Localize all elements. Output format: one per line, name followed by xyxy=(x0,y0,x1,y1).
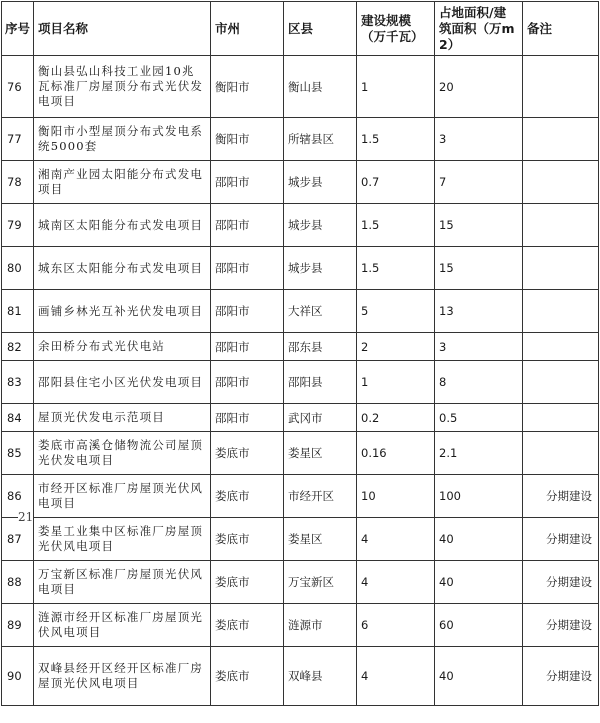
cell-area: 40 xyxy=(435,518,523,561)
project-table xyxy=(1,1,599,706)
cell-name: 画铺乡林光互补光伏发电项目 xyxy=(34,290,211,333)
cell-index: 79 xyxy=(2,204,34,247)
cell-city: 衡阳市 xyxy=(211,118,284,161)
cell-index: 84 xyxy=(2,404,34,432)
cell-index: 89 xyxy=(2,604,34,647)
cell-county: 城步县 xyxy=(284,204,357,247)
table-row xyxy=(2,604,599,647)
cell-city: 娄底市 xyxy=(211,647,284,706)
table-row xyxy=(2,290,599,333)
header-note: 备注 xyxy=(523,2,599,56)
cell-name: 娄底市高溪仓储物流公司屋顶光伏发电项目 xyxy=(34,432,211,475)
cell-city: 娄底市 xyxy=(211,604,284,647)
cell-note xyxy=(523,432,599,475)
cell-note: 分期建设 xyxy=(523,647,599,706)
header-area: 占地面积/建筑面积（万m2） xyxy=(435,2,523,56)
cell-name: 衡山县弘山科技工业园10兆瓦标准厂房屋顶分布式光伏发电项目 xyxy=(34,56,211,118)
cell-city: 衡阳市 xyxy=(211,56,284,118)
cell-county: 娄星区 xyxy=(284,518,357,561)
cell-name: 市经开区标准厂房屋顶光伏风电项目 xyxy=(34,475,211,518)
cell-index: 82 xyxy=(2,333,34,361)
cell-capacity: 5 xyxy=(357,290,435,333)
cell-capacity: 1.5 xyxy=(357,204,435,247)
cell-area: 13 xyxy=(435,290,523,333)
cell-capacity: 4 xyxy=(357,647,435,706)
cell-area: 100 xyxy=(435,475,523,518)
cell-index: 83 xyxy=(2,361,34,404)
cell-name: 娄星工业集中区标准厂房屋顶光伏风电项目 xyxy=(34,518,211,561)
cell-city: 邵阳市 xyxy=(211,290,284,333)
cell-name: 邵阳县住宅小区光伏发电项目 xyxy=(34,361,211,404)
cell-capacity: 1 xyxy=(357,361,435,404)
cell-name: 万宝新区标准厂房屋顶光伏风电项目 xyxy=(34,561,211,604)
cell-city: 娄底市 xyxy=(211,475,284,518)
cell-index: 86 xyxy=(2,475,34,518)
cell-name: 湘南产业园太阳能分布式发电项目 xyxy=(34,161,211,204)
cell-capacity: 1.5 xyxy=(357,118,435,161)
cell-index: 78 xyxy=(2,161,34,204)
cell-capacity: 0.16 xyxy=(357,432,435,475)
cell-county: 所辖县区 xyxy=(284,118,357,161)
cell-capacity: 0.7 xyxy=(357,161,435,204)
cell-index: 76 xyxy=(2,56,34,118)
cell-index: 87 xyxy=(2,518,34,561)
cell-city: 邵阳市 xyxy=(211,204,284,247)
cell-capacity: 1 xyxy=(357,56,435,118)
cell-county: 武冈市 xyxy=(284,404,357,432)
table-row xyxy=(2,404,599,432)
cell-county: 市经开区 xyxy=(284,475,357,518)
cell-city: 邵阳市 xyxy=(211,247,284,290)
table-row xyxy=(2,161,599,204)
cell-name: 屋顶光伏发电示范项目 xyxy=(34,404,211,432)
cell-note xyxy=(523,204,599,247)
cell-index: 81 xyxy=(2,290,34,333)
cell-index: 80 xyxy=(2,247,34,290)
cell-note: 分期建设 xyxy=(523,604,599,647)
cell-name: 涟源市经开区标准厂房屋顶光伏风电项目 xyxy=(34,604,211,647)
cell-capacity: 4 xyxy=(357,518,435,561)
cell-name: 余田桥分布式光伏电站 xyxy=(34,333,211,361)
cell-area: 20 xyxy=(435,56,523,118)
table-row xyxy=(2,475,599,518)
cell-area: 2.1 xyxy=(435,432,523,475)
cell-index: 90 xyxy=(2,647,34,706)
cell-note: 分期建设 xyxy=(523,475,599,518)
cell-area: 40 xyxy=(435,647,523,706)
cell-capacity: 6 xyxy=(357,604,435,647)
cell-index: 88 xyxy=(2,561,34,604)
cell-area: 15 xyxy=(435,247,523,290)
header-county: 区县 xyxy=(284,2,357,56)
cell-note: 分期建设 xyxy=(523,518,599,561)
cell-city: 邵阳市 xyxy=(211,333,284,361)
cell-city: 娄底市 xyxy=(211,518,284,561)
table-row xyxy=(2,247,599,290)
cell-note: 分期建设 xyxy=(523,561,599,604)
cell-capacity: 10 xyxy=(357,475,435,518)
page-number: 21 xyxy=(18,510,34,524)
cell-note xyxy=(523,56,599,118)
header-index: 序号 xyxy=(2,2,34,56)
cell-area: 7 xyxy=(435,161,523,204)
cell-county: 邵东县 xyxy=(284,333,357,361)
header-city: 市州 xyxy=(211,2,284,56)
cell-county: 邵阳县 xyxy=(284,361,357,404)
cell-area: 60 xyxy=(435,604,523,647)
cell-name: 城南区太阳能分布式发电项目 xyxy=(34,204,211,247)
cell-county: 万宝新区 xyxy=(284,561,357,604)
cell-index: 85 xyxy=(2,432,34,475)
cell-note xyxy=(523,361,599,404)
table-row xyxy=(2,647,599,706)
cell-name: 双峰县经开区经开区标准厂房屋顶光伏风电项目 xyxy=(34,647,211,706)
table-row xyxy=(2,118,599,161)
cell-county: 双峰县 xyxy=(284,647,357,706)
cell-area: 0.5 xyxy=(435,404,523,432)
cell-county: 大祥区 xyxy=(284,290,357,333)
cell-capacity: 4 xyxy=(357,561,435,604)
cell-capacity: 2 xyxy=(357,333,435,361)
cell-area: 15 xyxy=(435,204,523,247)
header-row xyxy=(2,2,599,56)
cell-note xyxy=(523,118,599,161)
header-capacity: 建设规模（万千瓦） xyxy=(357,2,435,56)
cell-note xyxy=(523,247,599,290)
cell-city: 邵阳市 xyxy=(211,404,284,432)
cell-county: 涟源市 xyxy=(284,604,357,647)
table-row xyxy=(2,561,599,604)
cell-county: 衡山县 xyxy=(284,56,357,118)
cell-county: 娄星区 xyxy=(284,432,357,475)
cell-capacity: 1.5 xyxy=(357,247,435,290)
cell-index: 77 xyxy=(2,118,34,161)
table-row xyxy=(2,204,599,247)
table-row xyxy=(2,361,599,404)
cell-county: 城步县 xyxy=(284,161,357,204)
cell-note xyxy=(523,404,599,432)
cell-area: 8 xyxy=(435,361,523,404)
cell-note xyxy=(523,333,599,361)
table-row xyxy=(2,56,599,118)
cell-area: 40 xyxy=(435,561,523,604)
table-row xyxy=(2,333,599,361)
cell-name: 衡阳市小型屋顶分布式发电系统5000套 xyxy=(34,118,211,161)
cell-capacity: 0.2 xyxy=(357,404,435,432)
cell-city: 娄底市 xyxy=(211,432,284,475)
table-row xyxy=(2,432,599,475)
cell-city: 邵阳市 xyxy=(211,361,284,404)
cell-note xyxy=(523,161,599,204)
cell-note xyxy=(523,290,599,333)
cell-county: 城步县 xyxy=(284,247,357,290)
cell-area: 3 xyxy=(435,118,523,161)
table-row xyxy=(2,518,599,561)
cell-name: 城东区太阳能分布式发电项目 xyxy=(34,247,211,290)
cell-city: 娄底市 xyxy=(211,561,284,604)
header-name: 项目名称 xyxy=(34,2,211,56)
cell-area: 3 xyxy=(435,333,523,361)
cell-city: 邵阳市 xyxy=(211,161,284,204)
